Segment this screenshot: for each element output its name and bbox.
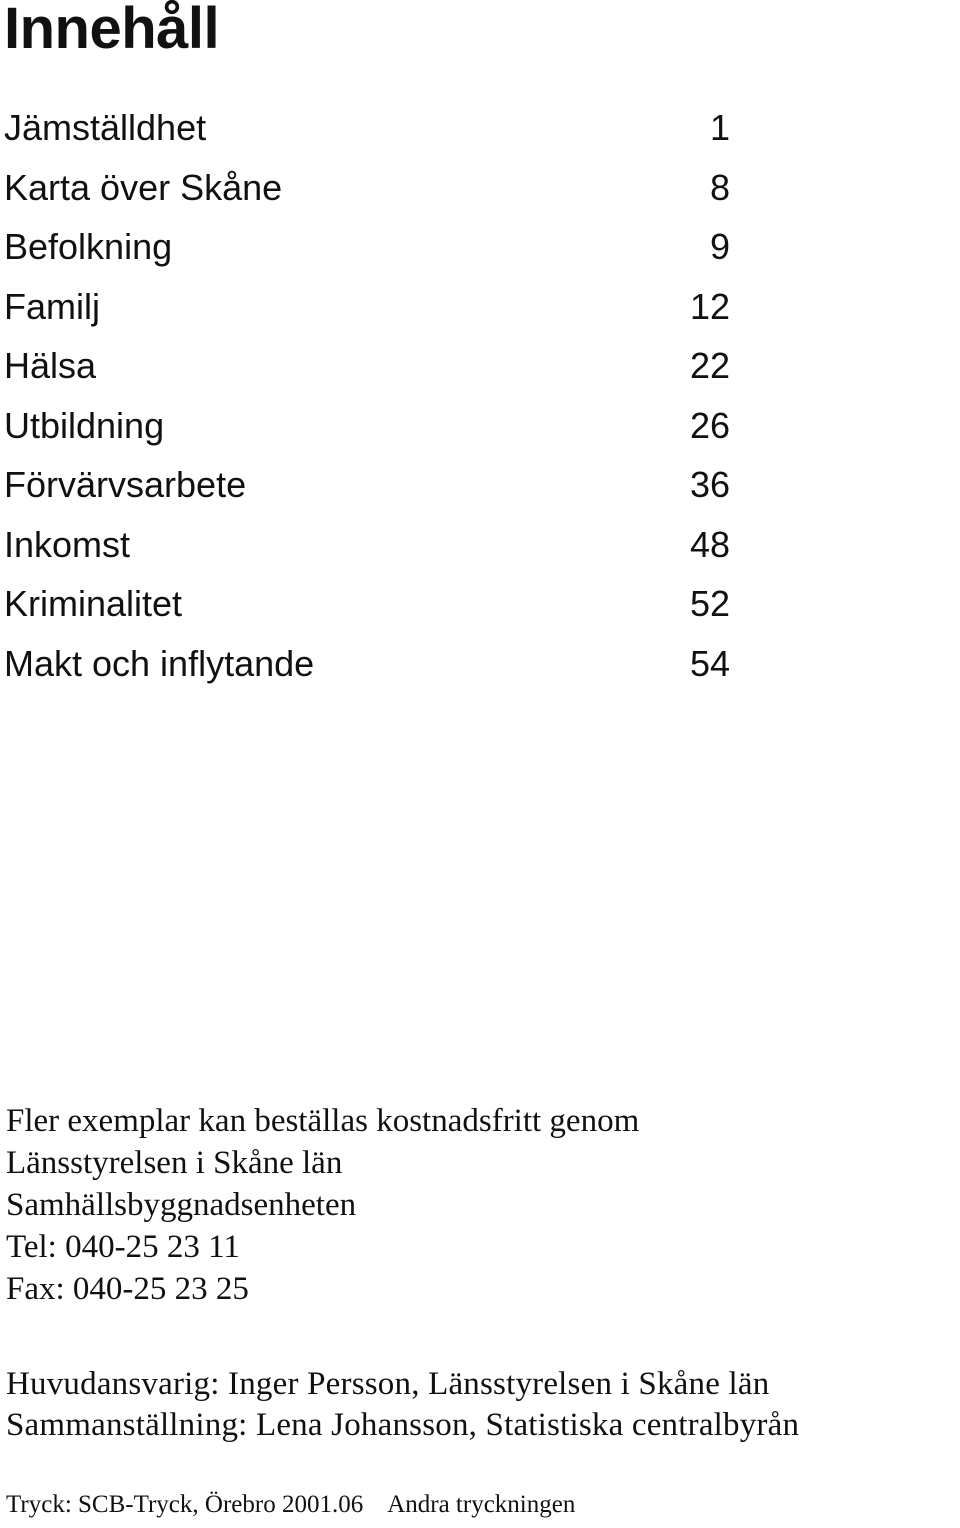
printer-info: Tryck: SCB-Tryck, Örebro 2001.06 — [6, 1491, 364, 1518]
toc-entry-label: Kriminalitet — [4, 583, 183, 624]
order-info — [6, 1100, 639, 1310]
credit-compilation: Sammanställning: Lena Johansson, Statistiska centralbyrån — [6, 1407, 800, 1443]
toc-entry-page: 54 — [689, 642, 730, 684]
print-info — [6, 1487, 575, 1523]
credit-responsible: Huvudansvarig: Inger Persson, Länsstyrelsen i Skåne län — [6, 1366, 770, 1402]
toc-entry-jamstalldhet[interactable] — [4, 98, 730, 158]
toc-entry-label: Jämställdhet — [4, 107, 207, 148]
order-fax: Fax: 040-25 23 25 — [6, 1271, 249, 1307]
toc-entry-inkomst[interactable] — [4, 515, 730, 575]
toc-entry-label: Förvärvsarbete — [4, 464, 247, 505]
toc-entry-makt[interactable] — [4, 634, 730, 694]
order-intro: Fler exemplar kan beställas kostnadsfritt genom — [6, 1103, 640, 1139]
toc-entry-utbildning[interactable] — [4, 396, 730, 456]
toc-entry-label: Karta över Skåne — [4, 166, 283, 208]
toc-entry-page: 12 — [689, 285, 730, 327]
toc-entry-page: 22 — [689, 345, 730, 386]
toc-entry-familj[interactable] — [4, 277, 730, 337]
toc-entry-page: 48 — [689, 523, 730, 565]
toc-entry-label: Makt och inflytande — [4, 642, 315, 684]
toc-entry-page: 8 — [709, 166, 730, 208]
credits — [6, 1364, 799, 1446]
order-organization: Länsstyrelsen i Skåne län — [6, 1145, 343, 1181]
toc-entry-karta[interactable] — [4, 158, 730, 218]
toc-entry-page: 52 — [689, 583, 730, 624]
table-of-contents — [4, 98, 730, 693]
toc-entry-befolkning[interactable] — [4, 217, 730, 277]
order-department: Samhällsbyggnadsenheten — [6, 1187, 357, 1223]
toc-entry-label: Befolkning — [4, 226, 173, 267]
toc-entry-halsa[interactable] — [4, 336, 730, 396]
toc-entry-label: Utbildning — [4, 404, 165, 446]
order-phone: Tel: 040-25 23 11 — [6, 1229, 240, 1265]
toc-entry-page: 36 — [689, 464, 730, 505]
toc-entry-label: Hälsa — [4, 345, 97, 386]
toc-entry-forvarvsarbete[interactable] — [4, 455, 730, 515]
toc-entry-page: 26 — [689, 404, 730, 446]
toc-entry-kriminalitet[interactable] — [4, 574, 730, 634]
toc-entry-page: 1 — [709, 107, 730, 148]
toc-entry-page: 9 — [709, 226, 730, 267]
page-title: Innehåll — [4, 0, 220, 61]
toc-entry-label: Familj — [4, 285, 100, 327]
toc-entry-label: Inkomst — [4, 523, 131, 565]
edition-info: Andra tryckningen — [387, 1491, 576, 1518]
